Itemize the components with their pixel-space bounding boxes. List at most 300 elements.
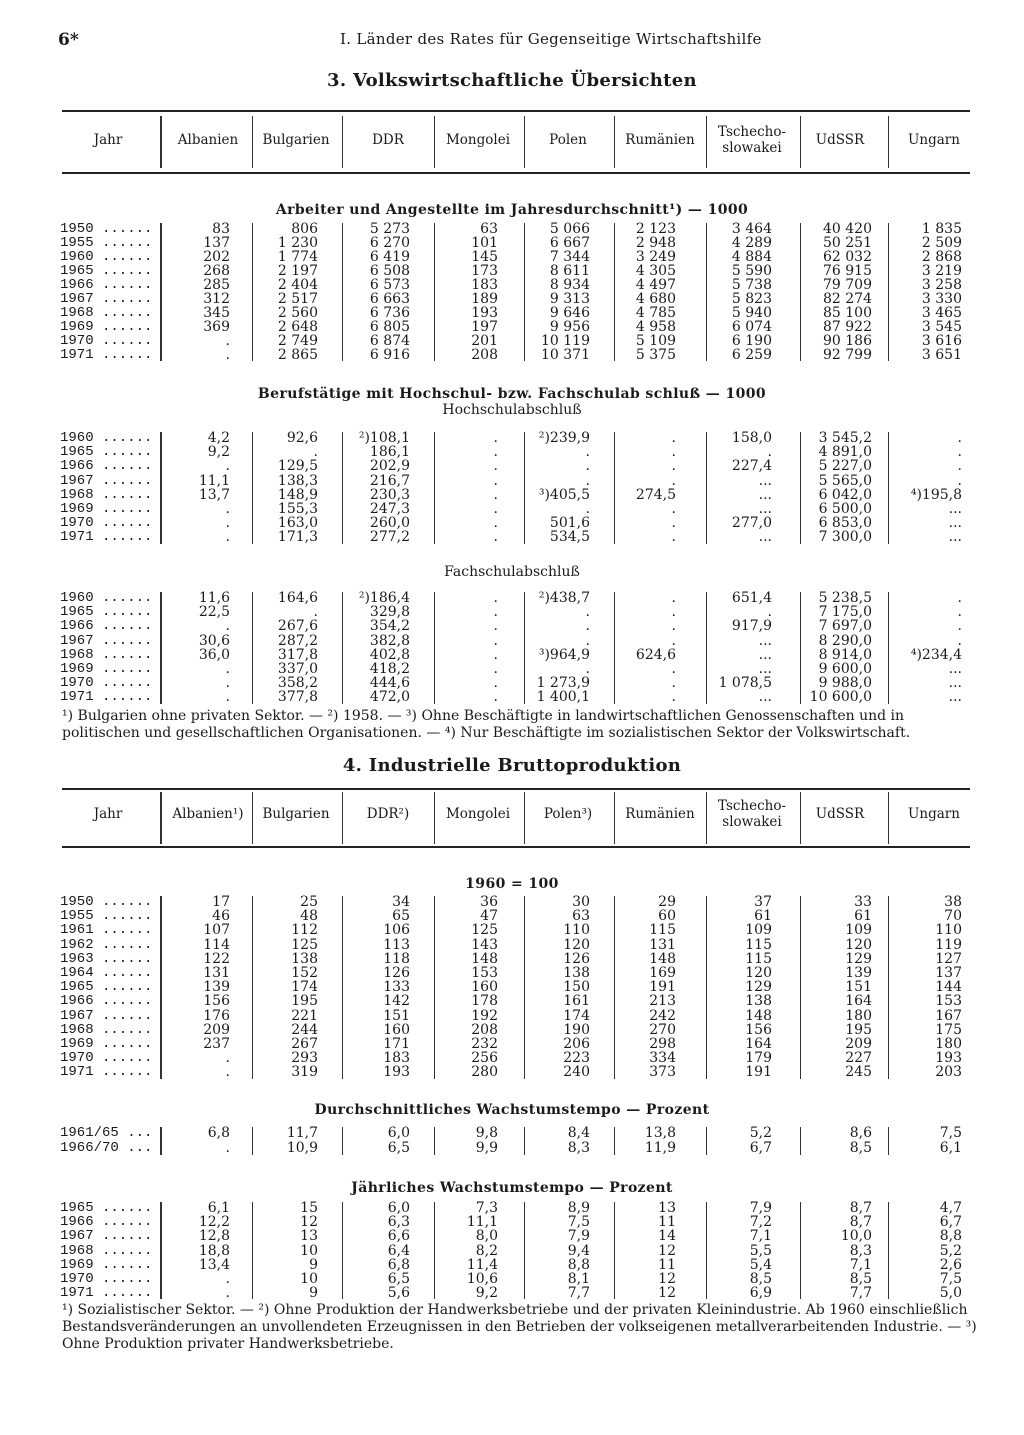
table-cell: 65 [392, 908, 410, 925]
table-cell: . [957, 618, 962, 635]
value-column [310, 1201, 410, 1300]
table-cell: 7,1 [849, 1256, 872, 1273]
value-column [310, 895, 410, 1079]
table-cell: 173 [471, 263, 498, 279]
table-cell: 9,2 [207, 444, 230, 461]
t3-colhead-7: Tschecho- slowakei [717, 124, 787, 156]
table-cell: 6,6 [387, 1228, 410, 1245]
year-label: 1970 ...... [60, 675, 153, 692]
table-cell: 126 [383, 964, 410, 981]
table-cell: . [585, 472, 590, 489]
t4-colhead-0: Jahr [93, 806, 123, 822]
table-cell: 4 891,0 [818, 444, 872, 461]
table-cell: 112 [291, 922, 318, 939]
table-cell: 534,5 [549, 529, 590, 546]
table-cell: 6,1 [207, 1200, 230, 1216]
table-cell: 472,0 [369, 689, 410, 706]
table-cell: 3 616 [921, 333, 962, 349]
t4-colhead-7: Tschecho- slowakei [717, 798, 787, 830]
value-column [672, 222, 772, 362]
table-cell: ⁴)234,4 [910, 646, 962, 663]
table-cell: 10 371 [541, 347, 590, 363]
value-column [672, 591, 772, 705]
table-cell: 312 [203, 291, 230, 307]
t4-header-rule-7 [800, 792, 801, 844]
table-cell: . [493, 430, 498, 446]
table-cell: ²)108,1 [358, 430, 410, 446]
table-cell: 171,3 [277, 529, 318, 546]
value-column [398, 591, 498, 705]
table-cell: . [225, 675, 230, 692]
table-cell: 354,2 [369, 618, 410, 635]
table-cell: . [225, 1140, 230, 1156]
value-column [490, 1126, 590, 1156]
table-cell: 13 [300, 1228, 318, 1245]
table-cell: 11,7 [286, 1125, 318, 1141]
value-column [310, 1126, 410, 1156]
table-cell: 12,8 [198, 1228, 230, 1245]
table-cell: 14 [658, 1228, 676, 1245]
table-cell: 3 219 [921, 263, 962, 279]
table-cell: 133 [383, 979, 410, 996]
table-cell: 174 [563, 1007, 590, 1024]
table-cell: 3 545 [921, 319, 962, 335]
table-cell: 37 [754, 894, 772, 910]
t4-colhead-4: Mongolei [445, 806, 511, 822]
table-cell: 6 663 [369, 291, 410, 307]
table-cell: 11,1 [466, 1214, 498, 1231]
table-cell: 129 [745, 979, 772, 996]
table-cell: 8 934 [549, 277, 590, 293]
table-cell: 5 823 [731, 291, 772, 307]
table-cell: . [493, 486, 498, 503]
year-label: 1955 ...... [60, 235, 153, 251]
table-cell: 7 344 [549, 249, 590, 265]
table-cell: 70 [944, 908, 962, 925]
table-cell: 11 [658, 1214, 676, 1231]
table-cell: 1 835 [921, 221, 962, 237]
table-cell: . [225, 515, 230, 532]
table-cell: 501,6 [549, 515, 590, 532]
table-cell: 6 270 [369, 235, 410, 251]
table-cell: 7,9 [567, 1228, 590, 1245]
year-label: 1968 ...... [60, 486, 153, 503]
table-cell: 129,5 [277, 458, 318, 475]
table-cell: 92,6 [286, 430, 318, 446]
table-cell: 8 914,0 [818, 646, 872, 663]
year-label: 1968 ...... [60, 1021, 153, 1038]
table-cell: 4 958 [635, 319, 676, 335]
table-cell: 156 [203, 993, 230, 1010]
t3-colhead-0: Jahr [93, 132, 123, 148]
table3-section1-heading: Arbeiter und Angestellte im Jahresdurchschnitt¹) — 1000 [275, 202, 749, 218]
table-cell: 138 [291, 950, 318, 967]
value-column [672, 431, 772, 545]
table-cell: . [671, 500, 676, 517]
table-cell: 7,7 [567, 1285, 590, 1302]
table-cell: 164 [745, 1035, 772, 1052]
table-cell: . [493, 604, 498, 621]
value-column [490, 222, 590, 362]
table-cell: 4 785 [635, 305, 676, 321]
year-label: 1969 ...... [60, 1035, 153, 1052]
table-cell: 624,6 [635, 646, 676, 663]
table-cell: 9 [309, 1256, 318, 1273]
table-cell: 40 420 [823, 221, 872, 237]
year-label: 1961 ...... [60, 922, 153, 939]
running-title: I. Länder des Rates für Gegenseitige Wirtschaftshilfe [340, 30, 762, 48]
table-cell: 202,9 [369, 458, 410, 475]
value-column [576, 591, 676, 705]
table-cell: 377,8 [277, 689, 318, 706]
table-cell: . [493, 660, 498, 677]
value-column [490, 591, 590, 705]
table-cell: . [585, 660, 590, 677]
table-cell: 203 [935, 1064, 962, 1081]
table-cell: ... [948, 675, 962, 692]
table-cell: 9 600,0 [818, 660, 872, 677]
table-cell: 114 [203, 936, 230, 953]
table-cell: 30,6 [198, 632, 230, 649]
table-cell: 17 [212, 894, 230, 910]
table-cell: 10 [300, 1270, 318, 1287]
table-cell: 9 313 [549, 291, 590, 307]
table-cell: 7,2 [749, 1214, 772, 1231]
table-cell: 4 497 [635, 277, 676, 293]
year-label: 1971 ...... [60, 1285, 153, 1302]
table-cell: 164 [845, 993, 872, 1010]
year-label: 1966 ...... [60, 458, 153, 475]
table-cell: 13 [658, 1200, 676, 1216]
year-label: 1967 ...... [60, 1007, 153, 1024]
table-cell: 5,0 [939, 1285, 962, 1302]
table-cell: 334 [649, 1050, 676, 1067]
table-cell: 85 100 [823, 305, 872, 321]
table-cell: 6 500,0 [818, 500, 872, 517]
table-cell: 2 749 [277, 333, 318, 349]
table-cell: 109 [745, 922, 772, 939]
table-cell: 373 [649, 1064, 676, 1081]
table-cell: 209 [203, 1021, 230, 1038]
table-cell: 183 [471, 277, 498, 293]
table-cell: . [671, 430, 676, 446]
table-cell: 144 [935, 979, 962, 996]
table-cell: 11,6 [198, 590, 230, 606]
table-cell: 6 736 [369, 305, 410, 321]
table-cell: 152 [291, 964, 318, 981]
table-cell: ... [948, 660, 962, 677]
table-cell: 48 [300, 908, 318, 925]
t3-header-rule-3 [434, 116, 435, 168]
table-cell: . [493, 515, 498, 532]
value-column [862, 222, 962, 362]
table-cell: 4 680 [635, 291, 676, 307]
table-cell: . [493, 458, 498, 475]
table-cell: . [225, 660, 230, 677]
value-column [398, 895, 498, 1079]
table-cell: ⁴)195,8 [910, 486, 962, 503]
table-cell: 6,4 [387, 1242, 410, 1259]
table-cell: 5 109 [635, 333, 676, 349]
value-column [672, 1201, 772, 1300]
t3-colhead-4: Mongolei [445, 132, 511, 148]
table-cell: 15 [300, 1200, 318, 1216]
t3-colhead-9: Ungarn [908, 132, 960, 148]
table-cell: 22,5 [198, 604, 230, 621]
year-label: 1967 ...... [60, 291, 153, 307]
table-cell: 137 [203, 235, 230, 251]
table-cell: . [671, 675, 676, 692]
table-cell: 6 074 [731, 319, 772, 335]
table-cell: . [225, 689, 230, 706]
table-cell: 245 [845, 1064, 872, 1081]
table-cell: 10 119 [541, 333, 590, 349]
table-cell: 7,9 [749, 1200, 772, 1216]
table-cell: 6 916 [369, 347, 410, 363]
table-cell: 3 465 [921, 305, 962, 321]
table-cell: 369 [203, 319, 230, 335]
table-cell: 110 [563, 922, 590, 939]
year-label: 1970 ...... [60, 333, 153, 349]
year-label: 1965 ...... [60, 1200, 153, 1216]
table-cell: 193 [471, 305, 498, 321]
table-cell: 10,0 [840, 1228, 872, 1245]
table-cell: 142 [383, 993, 410, 1010]
table-cell: . [493, 618, 498, 635]
table3-section2-heading: Berufstätige mit Hochschul- bzw. Fachschulab schluß — 1000 [257, 386, 767, 402]
table-cell: 232 [471, 1035, 498, 1052]
table-cell: 247,3 [369, 500, 410, 517]
table-cell: 158,0 [731, 430, 772, 446]
table-cell: . [957, 604, 962, 621]
table-cell: 6,8 [207, 1125, 230, 1141]
table-cell: 6 190 [731, 333, 772, 349]
table-cell: 36,0 [198, 646, 230, 663]
table-cell: 155,3 [277, 500, 318, 517]
table-cell: 260,0 [369, 515, 410, 532]
value-column [130, 895, 230, 1079]
table-cell: 6 853,0 [818, 515, 872, 532]
table-cell: . [671, 529, 676, 546]
value-column [862, 591, 962, 705]
table3-section3-subheading: Fachschulabschluß [444, 564, 580, 580]
table-cell: 240 [563, 1064, 590, 1081]
table-cell: 317,8 [277, 646, 318, 663]
table-cell: 7,7 [849, 1285, 872, 1302]
page-number: 6* [58, 30, 79, 50]
value-column [772, 895, 872, 1079]
table4-title: 4. Industrielle Bruttoproduktion [342, 755, 682, 776]
t4-colhead-6: Rumänien [625, 806, 695, 822]
table-cell: ... [758, 689, 772, 706]
table-cell: 10 600,0 [809, 689, 872, 706]
table4-section2-heading: Durchschnittliches Wachstumstempo — Prozent [314, 1102, 710, 1118]
table-cell: 83 [212, 221, 230, 237]
value-column [218, 1126, 318, 1156]
table-cell: 345 [203, 305, 230, 321]
table-cell: . [585, 444, 590, 461]
table-cell: 148 [649, 950, 676, 967]
table-cell: 13,4 [198, 1256, 230, 1273]
table-cell: ... [758, 632, 772, 649]
table-cell: 8 290,0 [818, 632, 872, 649]
table-cell: 651,4 [731, 590, 772, 606]
table-cell: 5 227,0 [818, 458, 872, 475]
year-label: 1971 ...... [60, 689, 153, 706]
table-cell: 418,2 [369, 660, 410, 677]
table-cell: 101 [471, 235, 498, 251]
table-cell: 5 590 [731, 263, 772, 279]
table-cell: 115 [745, 950, 772, 967]
table-cell: 118 [383, 950, 410, 967]
table-cell: . [585, 632, 590, 649]
t4-colhead-1: Albanien¹) [172, 806, 244, 822]
table-cell: 115 [745, 936, 772, 953]
table-cell: 9 646 [549, 305, 590, 321]
table-cell: 12 [300, 1214, 318, 1231]
table-cell: 6,0 [387, 1125, 410, 1141]
table-cell: 138 [563, 964, 590, 981]
table-cell: . [493, 689, 498, 706]
table-cell: 38 [944, 894, 962, 910]
table-cell: 1 273,9 [536, 675, 590, 692]
table-cell: 6,1 [939, 1140, 962, 1156]
table-cell: 139 [845, 964, 872, 981]
table-cell: ... [948, 500, 962, 517]
table-cell: . [493, 646, 498, 663]
value-column [862, 1126, 962, 1156]
year-label: 1967 ...... [60, 472, 153, 489]
table-cell: . [671, 618, 676, 635]
table-cell: 2 123 [635, 221, 676, 237]
table-cell: 18,8 [198, 1242, 230, 1259]
table-cell: 2 404 [277, 277, 318, 293]
t4-colhead-5: Polen³) [543, 806, 593, 822]
table-cell: 5 273 [369, 221, 410, 237]
table-cell: 61 [854, 908, 872, 925]
table-cell: . [225, 500, 230, 517]
value-column [490, 1201, 590, 1300]
table-cell: 137 [935, 964, 962, 981]
table-cell: . [493, 472, 498, 489]
table-cell: 5 565,0 [818, 472, 872, 489]
table-cell: 79 709 [823, 277, 872, 293]
value-column [218, 1201, 318, 1300]
table-cell: 12 [658, 1242, 676, 1259]
table-cell: 11,4 [466, 1256, 498, 1273]
table-cell: 319 [291, 1064, 318, 1081]
value-column [398, 431, 498, 545]
table-cell: . [585, 500, 590, 517]
table-cell: 7 175,0 [818, 604, 872, 621]
table-cell: 107 [203, 922, 230, 939]
value-column [310, 591, 410, 705]
table-cell: 8,6 [849, 1125, 872, 1141]
table-cell: 8,8 [567, 1256, 590, 1273]
t4-header-rule-8 [888, 792, 889, 844]
table-cell: 6 667 [549, 235, 590, 251]
t3-colhead-1: Albanien [177, 132, 239, 148]
table-cell: 12 [658, 1270, 676, 1287]
table-cell: 2 197 [277, 263, 318, 279]
table-cell: 1 400,1 [536, 689, 590, 706]
t3-colhead-8: UdSSR [815, 132, 865, 148]
table-cell: ... [758, 500, 772, 517]
t4-colhead-8: UdSSR [815, 806, 865, 822]
table-cell: . [225, 1285, 230, 1302]
table-cell: 9 956 [549, 319, 590, 335]
table-cell: . [225, 333, 230, 349]
table-cell: 7,5 [939, 1270, 962, 1287]
year-label: 1968 ...... [60, 305, 153, 321]
table-cell: 9,4 [567, 1242, 590, 1259]
table-cell: . [671, 660, 676, 677]
table-cell: 90 186 [823, 333, 872, 349]
table-cell: 2 517 [277, 291, 318, 307]
table-cell: 358,2 [277, 675, 318, 692]
table-cell: 917,9 [731, 618, 772, 635]
table-cell: 6 573 [369, 277, 410, 293]
value-column [218, 222, 318, 362]
table-cell: 209 [845, 1035, 872, 1052]
table-cell: 1 230 [277, 235, 318, 251]
table-cell: . [493, 675, 498, 692]
table-cell: 5 738 [731, 277, 772, 293]
table-cell: 329,8 [369, 604, 410, 621]
table-cell: . [225, 529, 230, 546]
table-cell: 193 [383, 1064, 410, 1081]
table-cell: 8,7 [849, 1214, 872, 1231]
year-label: 1965 ...... [60, 979, 153, 996]
table-cell: 148,9 [277, 486, 318, 503]
table-cell: 120 [845, 936, 872, 953]
table-cell: 4,7 [939, 1200, 962, 1216]
table-cell: 223 [563, 1050, 590, 1067]
table-cell: 8,0 [475, 1228, 498, 1245]
table-cell: 120 [563, 936, 590, 953]
table-cell: . [671, 590, 676, 606]
table-cell: . [225, 1270, 230, 1287]
table-cell: 277,0 [731, 515, 772, 532]
table-cell: . [957, 444, 962, 461]
table-cell: . [313, 604, 318, 621]
table-cell: 197 [471, 319, 498, 335]
value-column [218, 431, 318, 545]
value-column [490, 895, 590, 1079]
table-cell: . [225, 347, 230, 363]
table-cell: 113 [383, 936, 410, 953]
table-cell: 3 545,2 [818, 430, 872, 446]
table-cell: 178 [471, 993, 498, 1010]
year-label: 1960 ...... [60, 249, 153, 265]
table-cell: 8,2 [475, 1242, 498, 1259]
table-cell: . [957, 472, 962, 489]
value-column [772, 431, 872, 545]
year-label: 1968 ...... [60, 646, 153, 663]
year-label: 1967 ...... [60, 1228, 153, 1245]
table-cell: 8,1 [567, 1270, 590, 1287]
table-cell: 5,2 [939, 1242, 962, 1259]
value-column [218, 895, 318, 1079]
table-cell: 6,7 [939, 1214, 962, 1231]
year-label: 1964 ...... [60, 964, 153, 981]
table-cell: 5 940 [731, 305, 772, 321]
table-cell: 179 [745, 1050, 772, 1067]
table-cell: 5 238,5 [818, 590, 872, 606]
year-label: 1966 ...... [60, 993, 153, 1010]
table-cell: 30 [572, 894, 590, 910]
t4-header-rule-2 [342, 792, 343, 844]
